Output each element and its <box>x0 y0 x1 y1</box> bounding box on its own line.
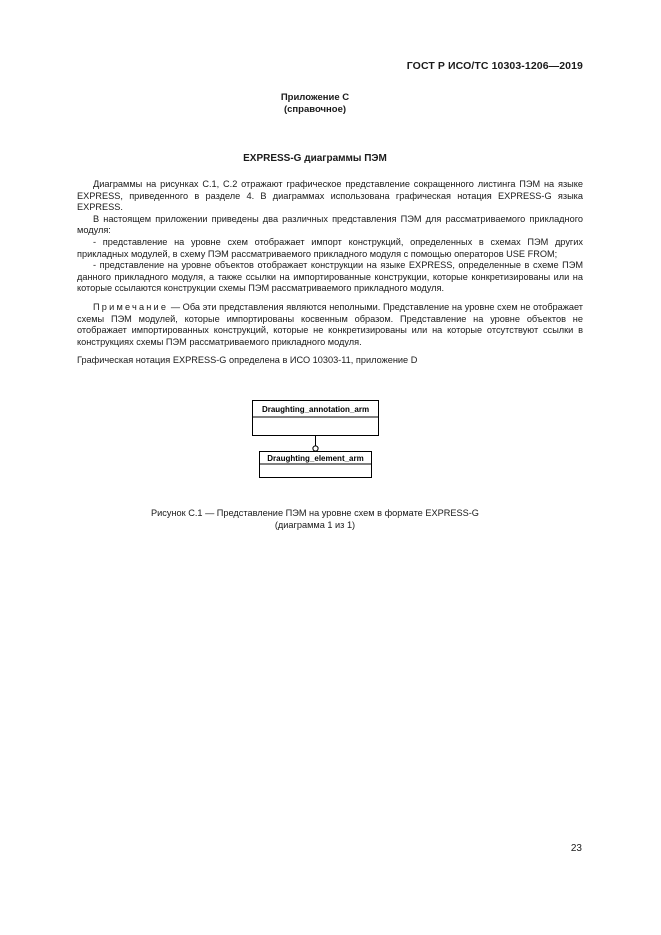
entity-label-draughting-annotation: Draughting_annotation_arm <box>261 405 370 414</box>
list-item-schema-text: - представление на уровне схем отображает импорт конструкций, определенных в схемах ПЭМ других прикладных модулей, в схему ПЭМ рассматриваемого прикладного модуля с помощью операторов USE FROM; <box>77 236 583 259</box>
subtype-relation-circle <box>313 446 318 451</box>
caption-line-2: (диаграмма 1 из 1) <box>274 520 356 530</box>
express-g-diagram <box>252 400 382 480</box>
diagram-svg <box>252 400 382 480</box>
entity-box-draughting-element <box>260 452 372 478</box>
caption-line-1: Рисунок С.1 — Представление ПЭМ на уровне схем в формате EXPRESS-G <box>151 508 479 518</box>
note-label: Примечание <box>93 301 169 312</box>
figure-caption <box>0 507 630 531</box>
note-text: — Оба эти представления являются неполными. Представление на уровне схем не отображает схемы ПЭМ модулей, которые импортированы косвенным образом. Представление на уровне объектов не отображает импортированных конструкций, которые не конкретизированы или на которые отсутствуют ссылки в конструкциях схемы ПЭМ рассматриваемого прикладного модуля. <box>77 301 583 347</box>
appendix-title: Приложение С <box>280 92 350 103</box>
page-number: 23 <box>570 843 582 854</box>
list-item-schema <box>77 237 583 260</box>
section-title: EXPRESS-G диаграммы ПЭМ <box>243 153 387 164</box>
appendix-subtitle: (справочное) <box>283 104 347 115</box>
entity-box-draughting-annotation <box>253 401 379 436</box>
document-header: ГОСТ Р ИСО/ТС 10303-1206—2019 <box>406 60 583 72</box>
appendix-heading <box>0 92 630 116</box>
body-text <box>77 179 583 367</box>
paragraph-2-text: В настоящем приложении приведены два различных представления ПЭМ для рассматриваемого прикладного модуля: <box>77 213 583 236</box>
paragraph-1-text: Диаграммы на рисунках С.1, С.2 отражают графическое представление сокращенного листинга ПЭМ на языке EXPRESS, приведенного в разделе 4. В диаграммах использована графическая нотация EXPRESS-G языка EXPRESS. <box>77 179 583 213</box>
paragraph-notation <box>77 355 583 367</box>
list-item-object-text: - представление на уровне объектов отображает конструкции на языке EXPRESS, определенные в схеме ПЭМ данного прикладного модуля, а также ссылки на импортированные конструкции, которые конкретизированы или на которые ссылаются конструкции схемы ПЭМ рассматриваемого прикладного модуля. <box>77 260 583 294</box>
paragraph-1 <box>77 179 583 214</box>
paragraph-2 <box>77 214 583 237</box>
paragraph-notation-text: Графическая нотация EXPRESS-G определена в ИСО 10303-11, приложение D <box>77 355 418 366</box>
entity-label-draughting-element: Draughting_element_arm <box>267 454 364 463</box>
list-item-object <box>77 260 583 295</box>
note <box>77 302 583 348</box>
